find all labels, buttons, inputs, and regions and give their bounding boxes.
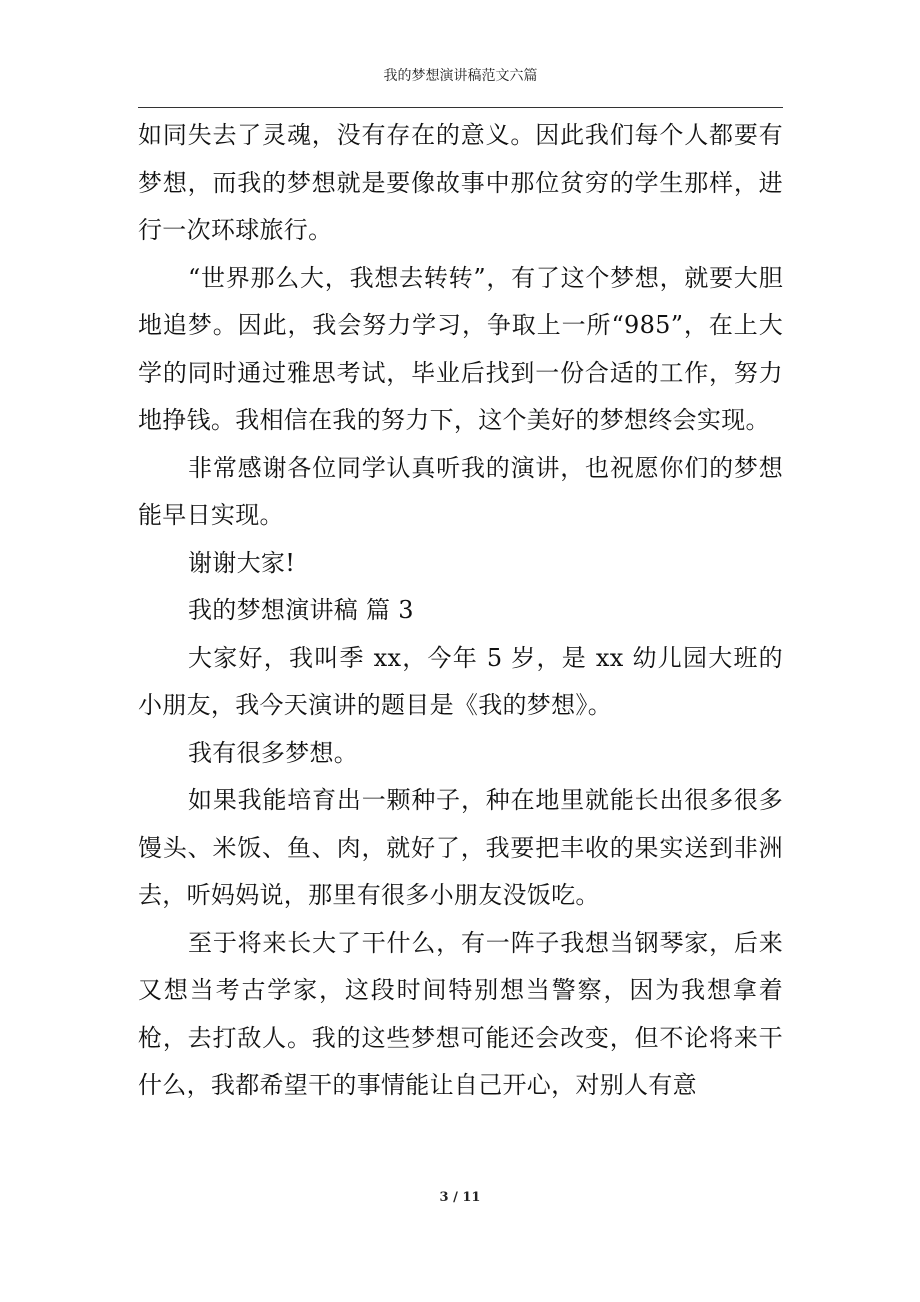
paragraph: 大家好，我叫季 xx，今年 5 岁，是 xx 幼儿园大班的小朋友，我今天演讲的题目是《我的梦想》。 <box>138 643 783 719</box>
section-heading: 我的梦想演讲稿 篇 3 <box>188 596 414 624</box>
page-header-title: 我的梦想演讲稿范文六篇 <box>383 68 538 84</box>
paragraph: 如果我能培育出一颗种子，种在地里就能长出很多很多馒头、米饭、鱼、肉，就好了，我要把丰收的果实送到非洲去，听妈妈说，那里有很多小朋友没饭吃。 <box>138 786 783 909</box>
paragraph: 非常感谢各位同学认真听我的演讲，也祝愿你们的梦想能早日实现。 <box>138 453 783 529</box>
page-number: 3 / 11 <box>439 1190 481 1205</box>
paragraph-continuation: 如同失去了灵魂，没有存在的意义。因此我们每个人都要有梦想，而我的梦想就是要像故事中那位贫穷的学生那样，进行一次环球旅行。 <box>138 121 783 244</box>
document-body <box>138 112 783 1110</box>
header-divider <box>138 107 783 108</box>
paragraph: 我有很多梦想。 <box>188 738 359 767</box>
paragraph: 至于将来长大了干什么，有一阵子我想当钢琴家，后来又想当考古学家，这段时间特别想当警察，因为我想拿着枪，去打敌人。我的这些梦想可能还会改变，但不论将来干什么，我都希望干的事情能让自己开心，对别人有意 <box>138 928 783 1099</box>
paragraph: 谢谢大家! <box>188 548 296 577</box>
paragraph: “世界那么大，我想去转转”，有了这个梦想，就要大胆地追梦。因此，我会努力学习，争取上一所“985”，在上大学的同时通过雅思考试，毕业后找到一份合适的工作，努力地挣钱。我相信在我的努力下，这个美好的梦想终会实现。 <box>138 263 783 434</box>
